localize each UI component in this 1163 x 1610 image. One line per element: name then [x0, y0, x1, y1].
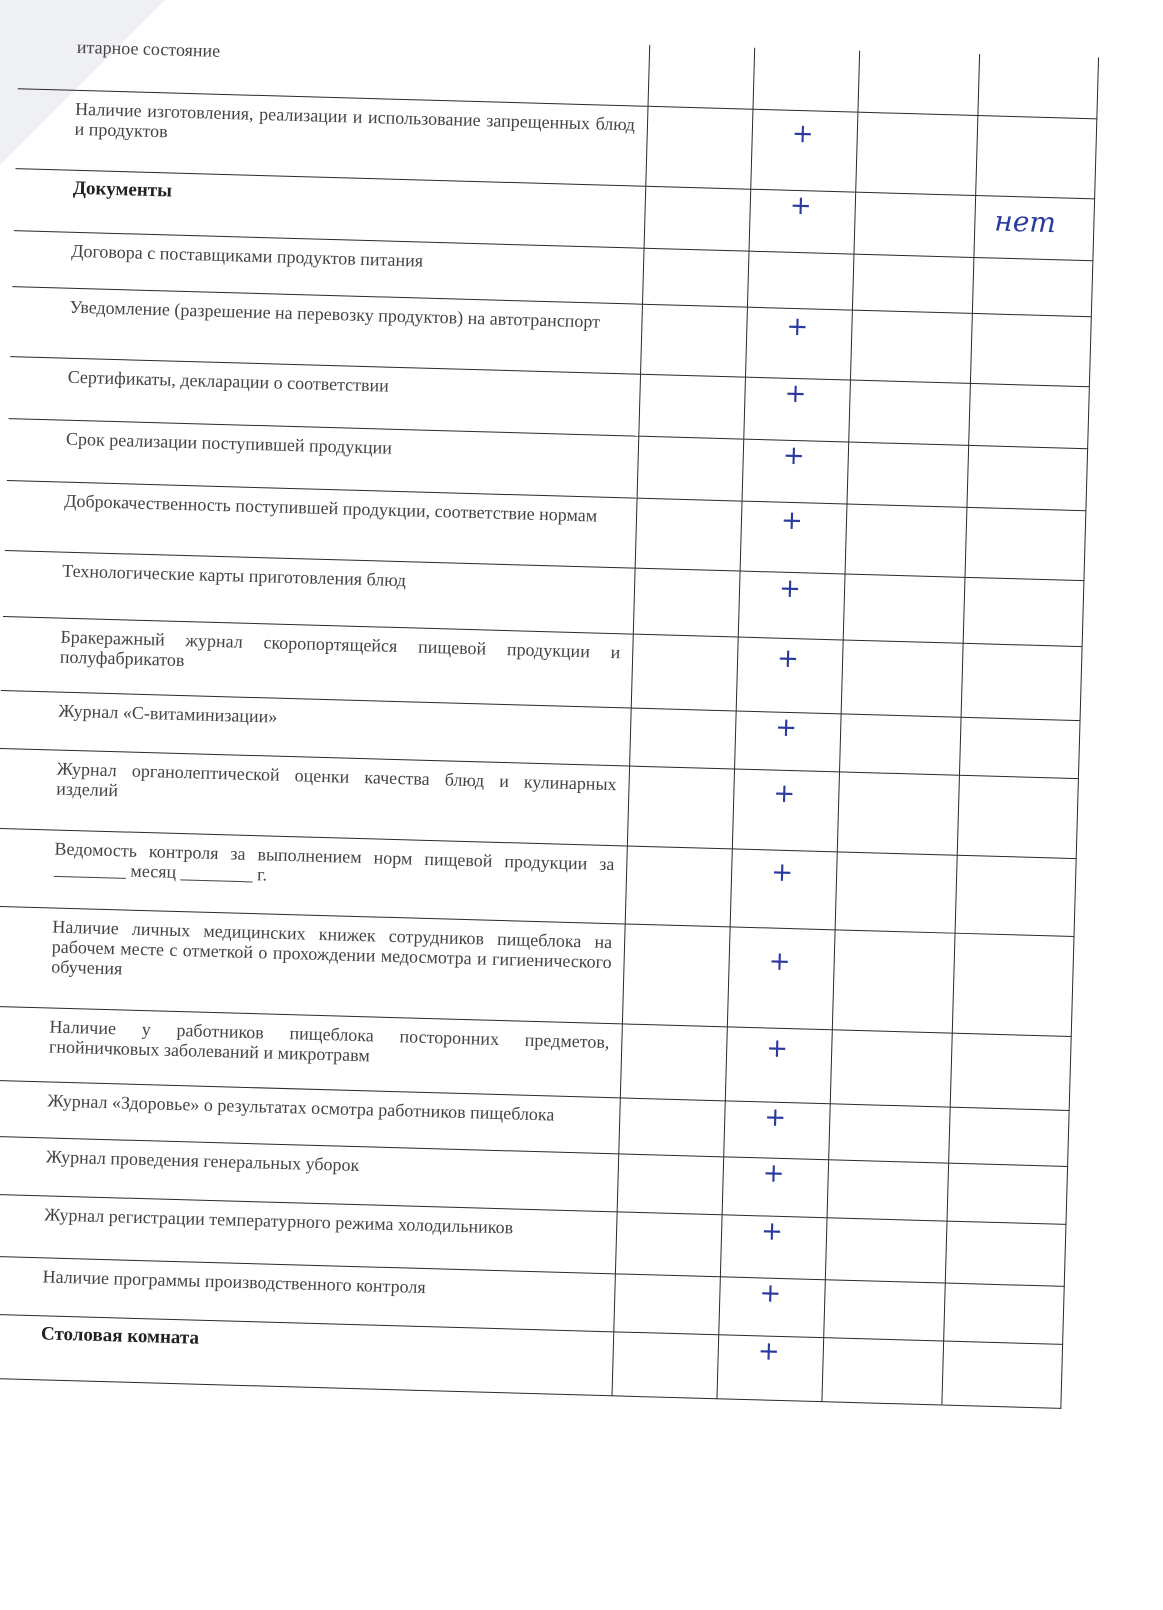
table-cell	[945, 1222, 1067, 1287]
table-cell	[727, 927, 835, 1030]
row-label: Журнал органолептической оценки качества блюд и кулинарных изделий	[0, 749, 629, 847]
table-cell	[637, 437, 744, 502]
table-cell	[830, 1030, 952, 1107]
row-label: итарное состояние	[18, 27, 649, 107]
row-label: Ведомость контроля за выполнением норм пищевой продукции за ________ месяц ________ г.	[0, 829, 627, 925]
table-cell	[841, 640, 963, 717]
handwritten-note: нет	[993, 204, 1057, 240]
checklist-table	[20, 0, 1140, 1367]
row-label: Журнал «Здоровье» о результатах осмотра работников пищеблока	[0, 1081, 620, 1155]
table-cell	[832, 930, 955, 1033]
row-label: Сертификаты, декларации о соответствии	[9, 357, 640, 437]
table-cell	[957, 776, 1079, 859]
table-cell	[640, 305, 747, 378]
table-cell	[857, 51, 979, 116]
table-cell	[839, 714, 961, 775]
row-label: Наличие у работников пищеблока посторонних предметов, гнойничковых заболеваний и микротравм	[0, 1007, 622, 1099]
table-cell	[615, 1212, 722, 1277]
table-cell	[853, 193, 975, 258]
row-label: Договора с поставщиками продуктов питания	[12, 231, 643, 305]
table-cell	[627, 767, 734, 850]
table-cell	[752, 48, 859, 113]
handwritten-plus-mark: +	[757, 1336, 781, 1367]
table-cell	[827, 1160, 949, 1221]
table-cell	[846, 443, 968, 508]
table-cell	[747, 252, 854, 311]
row-label: Срок реализации поступившей продукции	[7, 419, 638, 499]
table-cell	[821, 1338, 943, 1405]
table-cell	[955, 856, 1077, 937]
handwritten-plus-mark: +	[760, 1216, 784, 1248]
handwritten-plus-mark: +	[782, 440, 806, 472]
table-cell	[645, 107, 752, 190]
table-cell	[835, 852, 957, 933]
handwritten-plus-mark: +	[785, 311, 809, 343]
handwritten-plus-mark: +	[774, 712, 798, 744]
table-cell	[964, 508, 1086, 581]
handwritten-plus-mark: +	[763, 1102, 787, 1134]
handwritten-plus-mark: +	[778, 573, 802, 605]
table-cell	[959, 718, 1081, 779]
table-cell	[852, 255, 974, 314]
table-cell	[618, 1098, 725, 1157]
table-cell	[617, 1154, 724, 1215]
row-label: Наличие программы производственного контроля	[0, 1257, 615, 1333]
table-cell	[843, 574, 965, 643]
table-cell	[622, 924, 730, 1027]
table-cell	[970, 314, 1092, 387]
table-cell	[635, 499, 742, 572]
table-cell	[961, 644, 1083, 721]
handwritten-plus-mark: +	[768, 946, 791, 978]
table-cell	[855, 113, 977, 196]
table-cell	[629, 709, 736, 770]
table-cell	[837, 772, 959, 855]
handwritten-plus-mark: +	[789, 190, 813, 222]
table-cell	[946, 1164, 1068, 1225]
table-cell	[948, 1108, 1070, 1167]
row-label: Доброкачественность поступившей продукции, соответствие нормам	[5, 481, 637, 569]
handwritten-plus-mark: +	[791, 118, 815, 150]
handwritten-plus-mark: +	[758, 1278, 782, 1309]
table-cell	[977, 54, 1099, 119]
table-cell	[625, 847, 732, 928]
row-label: Журнал «С-витаминизации»	[0, 691, 631, 767]
table-cell	[963, 578, 1085, 647]
handwritten-plus-mark: +	[776, 643, 800, 675]
table-cell	[613, 1274, 720, 1335]
table-cell	[638, 375, 745, 440]
table-cell	[631, 635, 738, 712]
row-label: Столовая комната	[0, 1315, 613, 1397]
table-cell	[968, 384, 1090, 449]
table-cell	[620, 1024, 727, 1101]
table-cell	[943, 1284, 1065, 1345]
table-cell	[850, 311, 972, 384]
table-cell	[644, 187, 751, 252]
row-label: Уведомление (разрешение на перевозку продуктов) на автотранспорт	[10, 287, 642, 375]
row-label: Документы	[14, 169, 645, 249]
handwritten-plus-mark: +	[770, 857, 794, 889]
table-cell	[848, 381, 970, 446]
table-cell	[952, 934, 1075, 1037]
handwritten-plus-mark: +	[784, 378, 807, 410]
table-cell	[950, 1034, 1072, 1111]
table-cell	[642, 249, 749, 308]
table-cell	[648, 45, 755, 110]
table-cell	[972, 258, 1094, 317]
handwritten-plus-mark: +	[772, 778, 796, 810]
handwritten-plus-mark: +	[780, 505, 804, 537]
table-cell	[966, 446, 1088, 511]
handwritten-plus-mark: +	[765, 1033, 789, 1065]
table-cell	[828, 1104, 950, 1163]
table-cell	[825, 1218, 947, 1283]
row-label: Журнал регистрации температурного режима холодильников	[0, 1195, 617, 1275]
row-label: Наличие изготовления, реализации и использование запрещенных блюд и продуктов	[16, 89, 648, 187]
table-cell	[845, 505, 967, 578]
row-label: Журнал проведения генеральных уборок	[0, 1137, 618, 1213]
row-label: Наличие личных медицинских книжек сотрудников пищеблока на рабочем месте с отметкой о прохождении медосмотра и гигиенического обучения	[0, 907, 625, 1025]
table-cell	[611, 1332, 718, 1399]
table-cell	[823, 1280, 945, 1341]
table-cell	[941, 1342, 1063, 1409]
row-label: Технологические карты приготовления блюд	[3, 551, 635, 635]
table-cell	[975, 116, 1097, 199]
row-label: Бракеражный журнал скоропортящейся пищевой продукции и полуфабрикатов	[1, 617, 633, 709]
handwritten-plus-mark: +	[762, 1158, 785, 1190]
table-cell	[633, 569, 740, 638]
